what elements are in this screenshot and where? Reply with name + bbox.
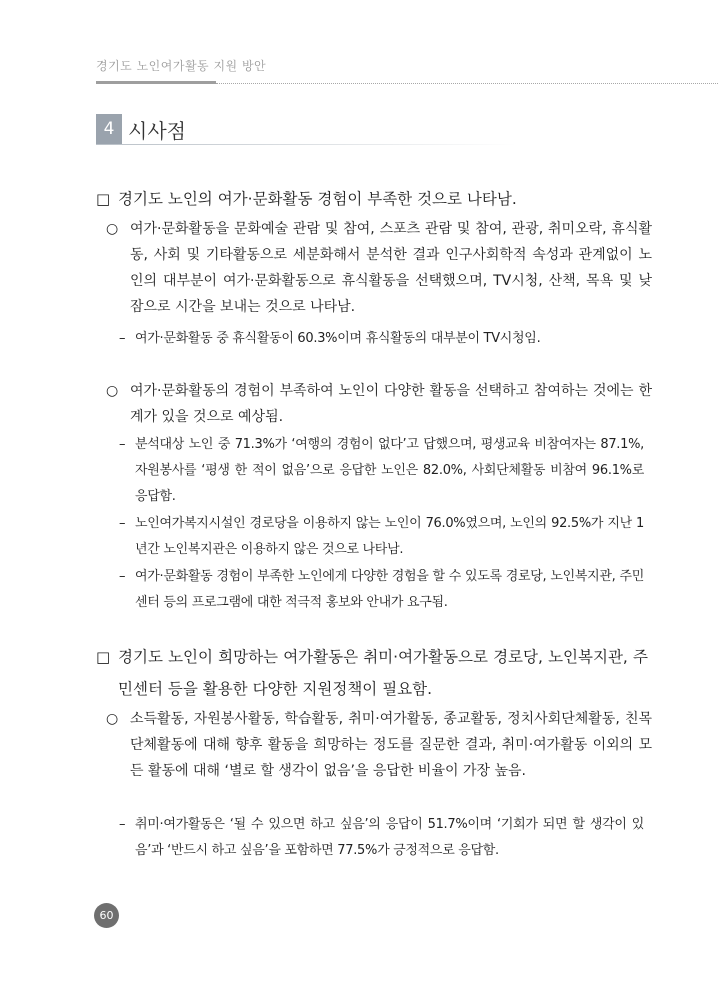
detail-1-2-2-text: 노인여가복지시설인 경로당을 이용하지 않는 노인이 76.0%였으며, 노인의 92.5%가 지난 1년간 노인복지관은 이용하지 않은 것으로 나타남. bbox=[135, 516, 644, 557]
sub-point-2-1-text: 소득활동, 자원봉사활동, 학습활동, 취미·여가활동, 종교활동, 정치사회단체활동, 친목단체활동에 대해 향후 활동을 희망하는 정도를 질문한 결과, 취미·여가활동 이외의 모든 활동에 대해 ‘별로 할 생각이 없음’을 응답한 비율이 가장 높음. bbox=[130, 711, 652, 779]
main-point-1 bbox=[96, 183, 648, 215]
detail-1-1-1 bbox=[119, 326, 644, 352]
sub-point-1-1-text: 여가·문화활동을 문화예술 관람 및 참여, 스포츠 관람 및 참여, 관광, 취미오락, 휴식활동, 사회 및 기타활동으로 세분화해서 분석한 결과 인구사회학적 속성과 관계없이 노인의 대부분이 여가·문화활동으로 휴식활동을 선택했으며, TV시청, 산책, 목욕 및 낮잠으로 시간을 보내는 것으로 나타남. bbox=[130, 221, 652, 315]
detail-2-1-1 bbox=[119, 812, 644, 864]
header-dotted-rule bbox=[216, 83, 718, 84]
detail-1-2-3 bbox=[119, 564, 644, 616]
circle-bullet-icon: ○ bbox=[106, 383, 119, 399]
section-title: 시사점 bbox=[128, 118, 186, 143]
detail-1-2-1-text: 분석대상 노인 중 71.3%가 ‘여행의 경험이 없다’고 답했으며, 평생교육 비참여자는 87.1%, 자원봉사를 ‘평생 한 적이 없음’으로 응답한 노인은 82.0%, 사회단체활동 비참여 96.1%로 응답함. bbox=[135, 437, 644, 504]
detail-1-1-1-text: 여가·문화활동 중 휴식활동이 60.3%이며 휴식활동의 대부분이 TV시청임. bbox=[135, 331, 541, 346]
header-rule bbox=[96, 81, 216, 84]
dash-bullet-icon: – bbox=[119, 331, 126, 346]
main-point-1-text: 경기도 노인의 여가·문화활동 경험이 부족한 것으로 나타남. bbox=[118, 190, 517, 208]
dash-bullet-icon: – bbox=[119, 817, 126, 832]
section-heading bbox=[96, 114, 186, 144]
circle-bullet-icon: ○ bbox=[106, 711, 119, 727]
dash-bullet-icon: – bbox=[119, 437, 126, 452]
section-number-badge: 4 bbox=[96, 114, 122, 144]
detail-1-2-1 bbox=[119, 432, 644, 510]
main-point-2-text: 경기도 노인이 희망하는 여가활동은 취미·여가활동으로 경로당, 노인복지관, 주민센터 등을 활용한 다양한 지원정책이 필요함. bbox=[118, 648, 648, 698]
detail-2-1-1-text: 취미·여가활동은 ‘될 수 있으면 하고 싶음’의 응답이 51.7%이며 ‘기회가 되면 할 생각이 있음’과 ‘반드시 하고 싶음’을 포함하면 77.5%가 긍정적으로 응답함. bbox=[135, 817, 644, 858]
dash-bullet-icon: – bbox=[119, 516, 126, 531]
running-header: 경기도 노인여가활동 지원 방안 bbox=[96, 59, 267, 73]
sub-point-1-2 bbox=[106, 378, 652, 430]
detail-1-2-3-text: 여가·문화활동 경험이 부족한 노인에게 다양한 경험을 할 수 있도록 경로당, 노인복지관, 주민센터 등의 프로그램에 대한 적극적 홍보와 안내가 요구됨. bbox=[135, 569, 644, 610]
page-number: 60 bbox=[94, 903, 119, 928]
sub-point-2-1 bbox=[106, 706, 652, 784]
sub-point-1-2-text: 여가·문화활동의 경험이 부족하여 노인이 다양한 활동을 선택하고 참여하는 것에는 한계가 있을 것으로 예상됨. bbox=[130, 383, 652, 425]
circle-bullet-icon: ○ bbox=[106, 221, 119, 237]
square-bullet-icon: □ bbox=[96, 648, 111, 666]
square-bullet-icon: □ bbox=[96, 190, 111, 208]
sub-point-1-1 bbox=[106, 216, 652, 320]
main-point-2 bbox=[96, 641, 648, 705]
dash-bullet-icon: – bbox=[119, 569, 126, 584]
section-underline bbox=[96, 144, 516, 145]
detail-1-2-2 bbox=[119, 511, 644, 563]
